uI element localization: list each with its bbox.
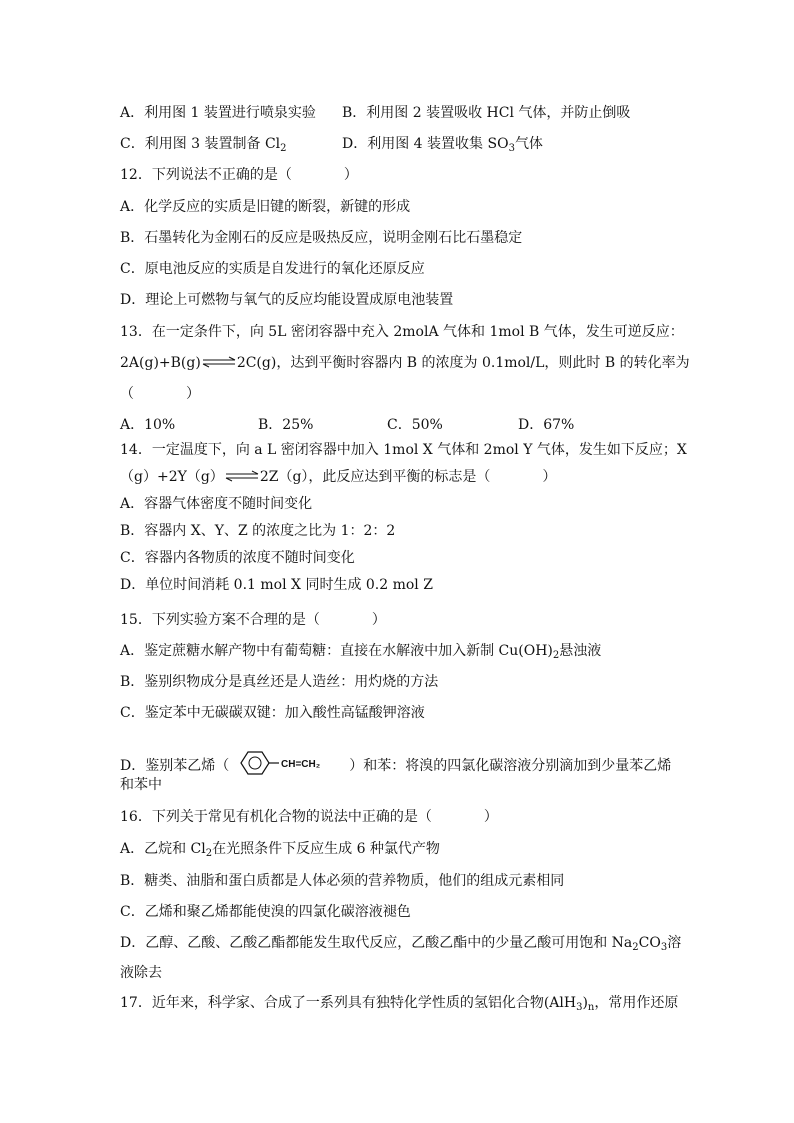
q13-option-d: D．67% (518, 417, 575, 433)
q15-stem: 15．下列实验方案不合理的是（ ） (120, 612, 386, 628)
q16-option-a: A．乙烷和 $Cl_2$在光照条件下反应生成 6 种氯代产物 (120, 841, 440, 859)
q16-option-d-line2: 液除去 (120, 965, 162, 981)
q16-option-b: B．糖类、油脂和蛋白质都是人体必须的营养物质，他们的组成元素相同 (120, 873, 565, 889)
q13-equation-line: 2A(g)+B(g) 2C(g)，达到平衡时容器内 B 的浓度为 0.1mol/L，则此时 B 的转化率为 (120, 355, 690, 371)
styrene-structure-icon (233, 748, 345, 778)
q13-option-c: C．50% (387, 417, 443, 433)
q11-option-c: C．利用图 3 装置制备 $Cl_2$ (120, 136, 287, 154)
q15-option-d: D．鉴别苯乙烯（ CH=CH₂ ）和苯：将溴的四氯化碳溶液分别滴加到少量苯乙烯 (120, 748, 671, 778)
q12-option-a: A．化学反应的实质是旧键的断裂，新键的形成 (120, 199, 411, 215)
q15-option-b: B．鉴别织物成分是真丝还是人造丝：用灼烧的方法 (120, 674, 439, 690)
equilibrium-arrow-icon (202, 356, 236, 368)
q11-option-d: D．利用图 4 装置收集 $SO_3$气体 (342, 136, 543, 154)
q13-answer-blank: （ ） (120, 386, 200, 402)
q15-option-c: C．鉴定苯中无碳碳双键：加入酸性高锰酸钾溶液 (120, 705, 425, 721)
q11-option-a: A．利用图 1 装置进行喷泉实验 (120, 105, 316, 121)
q11-option-b: B．利用图 2 装置吸收 HCl 气体，并防止倒吸 (342, 105, 631, 121)
q12-option-b: B．石墨转化为金刚石的反应是吸热反应，说明金刚石比石墨稳定 (120, 230, 523, 246)
q16-stem: 16．下列关于常见有机化合物的说法中正确的是（ ） (120, 809, 498, 825)
q14-stem-line2: （g）+2Y（g） 2Z（g），此反应达到平衡的标志是（ ） (120, 469, 557, 485)
q13-stem: 13．在一定条件下，向 5L 密闭容器中充入 2molA 气体和 1mol B 气体，发生可逆反应： (120, 324, 684, 340)
q12-stem: 12．下列说法不正确的是（ ） (120, 167, 358, 183)
q14-option-a: A．容器气体密度不随时间变化 (120, 496, 313, 512)
q15-option-d-line2: 和苯中 (120, 777, 162, 793)
q13-option-a: A．10% (120, 417, 176, 433)
q14-option-b: B．容器内 X、Y、Z 的浓度之比为 1：2：2 (120, 523, 396, 539)
q12-option-c: C．原电池反应的实质是自发进行的氧化还原反应 (120, 261, 425, 277)
q14-option-d: D．单位时间消耗 0.1 mol X 同时生成 0.2 mol Z (120, 577, 433, 593)
q17-stem: 17．近年来，科学家、合成了一系列具有独特化学性质的氢铝化合物$(AlH_3)_n$，常用作还原 (120, 995, 679, 1013)
q12-option-d: D．理论上可燃物与氧气的反应均能设置成原电池装置 (120, 292, 454, 308)
q16-option-d: D．乙醇、乙酸、乙酸乙酯都能发生取代反应，乙酸乙酯中的少量乙酸可用饱和 $Na_2CO_3$溶 (120, 935, 682, 953)
q16-option-c: C．乙烯和聚乙烯都能使溴的四氯化碳溶液褪色 (120, 904, 411, 920)
q14-stem: 14．一定温度下，向 a L 密闭容器中加入 1mol X 气体和 2mol Y 气体，发生如下反应；X (120, 442, 687, 458)
q14-option-c: C．容器内各物质的浓度不随时间变化 (120, 550, 355, 566)
equilibrium-arrow-icon (225, 470, 259, 482)
q15-option-a: A．鉴定蔗糖水解产物中有葡萄糖：直接在水解液中加入新制 $Cu(OH)_2$悬浊液 (120, 643, 602, 661)
styrene-vinyl-label: CH=CH₂ (281, 759, 321, 770)
q13-option-b: B．25% (258, 417, 314, 433)
